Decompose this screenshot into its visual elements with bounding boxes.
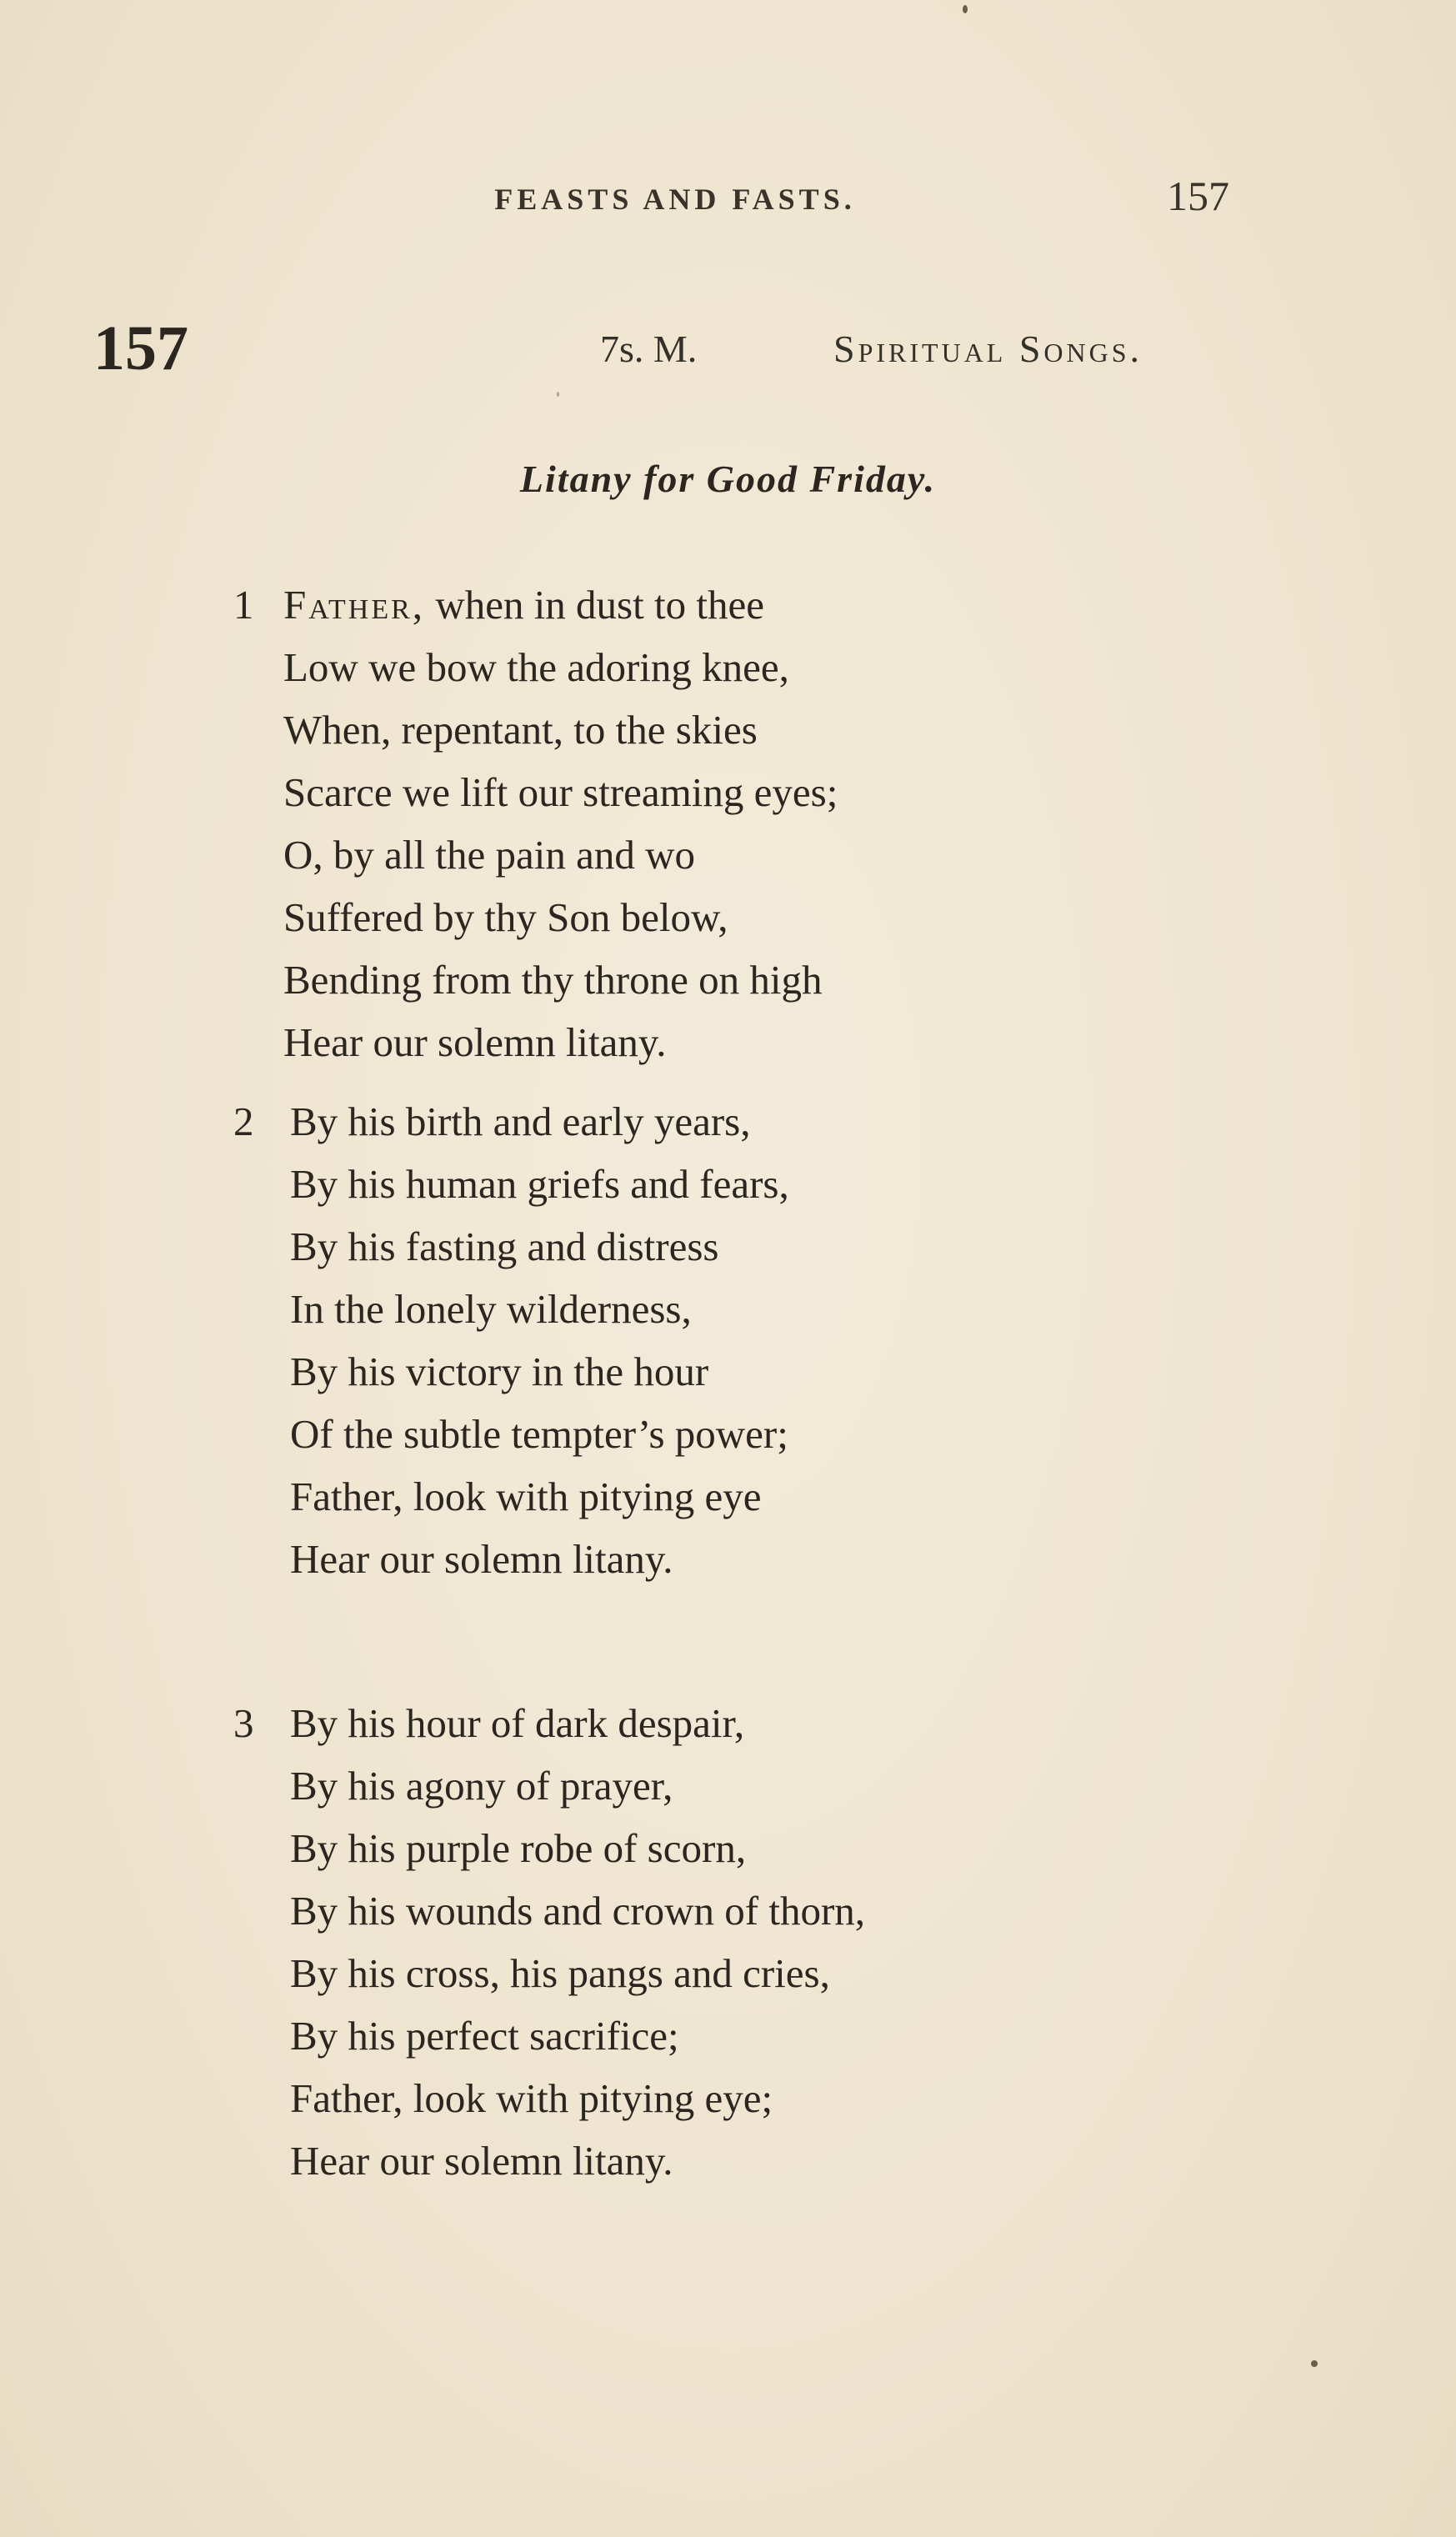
running-head <box>0 173 1456 232</box>
verse-line: Scarce we lift our streaming eyes; <box>283 769 838 815</box>
paper-speck <box>963 5 968 13</box>
verse-line: Hear our solemn litany. <box>283 1019 667 1065</box>
hymn-number: 157 <box>93 313 188 383</box>
stanza-number: 2 <box>233 1098 254 1144</box>
verse-line: By his birth and early years, <box>290 1098 751 1144</box>
verse-line: Father, look with pitying eye <box>290 1474 762 1519</box>
hymn-source: Spiritual Songs. <box>833 328 1143 370</box>
verse-line: By his agony of prayer, <box>290 1763 673 1809</box>
verse-line: By his victory in the hour <box>290 1349 709 1394</box>
verse-line: Hear our solemn litany. <box>290 2138 673 2184</box>
running-title: FEASTS AND FASTS. <box>494 183 856 216</box>
verse-line: Low we bow the adoring knee, <box>283 644 789 690</box>
stanza-lines <box>283 573 838 1073</box>
paper-speck <box>557 392 559 397</box>
verse-line: Hear our solemn litany. <box>290 1536 673 1582</box>
verse-line-text: when in dust to thee <box>425 582 764 628</box>
verse-line: Father, look with pitying eye; <box>290 2075 773 2121</box>
stanza-lines <box>290 1692 865 2192</box>
verse-line: By his human griefs and fears, <box>290 1161 789 1207</box>
verse-line: Suffered by thy Son below, <box>283 894 728 940</box>
hymn-meter: 7s. M. <box>600 328 698 370</box>
verse-line: By his fasting and distress <box>290 1223 719 1269</box>
paper-speck <box>1311 2360 1318 2367</box>
verse-line <box>283 573 838 636</box>
verse-line: Bending from thy throne on high <box>283 957 823 1003</box>
hymn-title: Litany for Good Friday. <box>519 458 937 500</box>
verse-line: When, repentant, to the skies <box>283 707 758 753</box>
stanza-lines <box>290 1090 789 1590</box>
verse-line: O, by all the pain and wo <box>283 832 695 878</box>
verse-line: By his cross, his pangs and cries, <box>290 1950 830 1996</box>
page-number: 157 <box>1167 173 1229 219</box>
stanza-first-word: Father, <box>283 582 426 628</box>
verse-line: By his perfect sacrifice; <box>290 2013 679 2059</box>
verse-line: By his wounds and crown of thorn, <box>290 1888 866 1934</box>
verse-line: By his purple robe of scorn, <box>290 1825 747 1871</box>
verse-line: Of the subtle tempter’s power; <box>290 1411 788 1457</box>
verse-line: In the lonely wilderness, <box>290 1286 692 1332</box>
verse-line: By his hour of dark despair, <box>290 1700 745 1746</box>
stanza-number: 3 <box>233 1700 254 1746</box>
stanza-number: 1 <box>233 582 254 628</box>
